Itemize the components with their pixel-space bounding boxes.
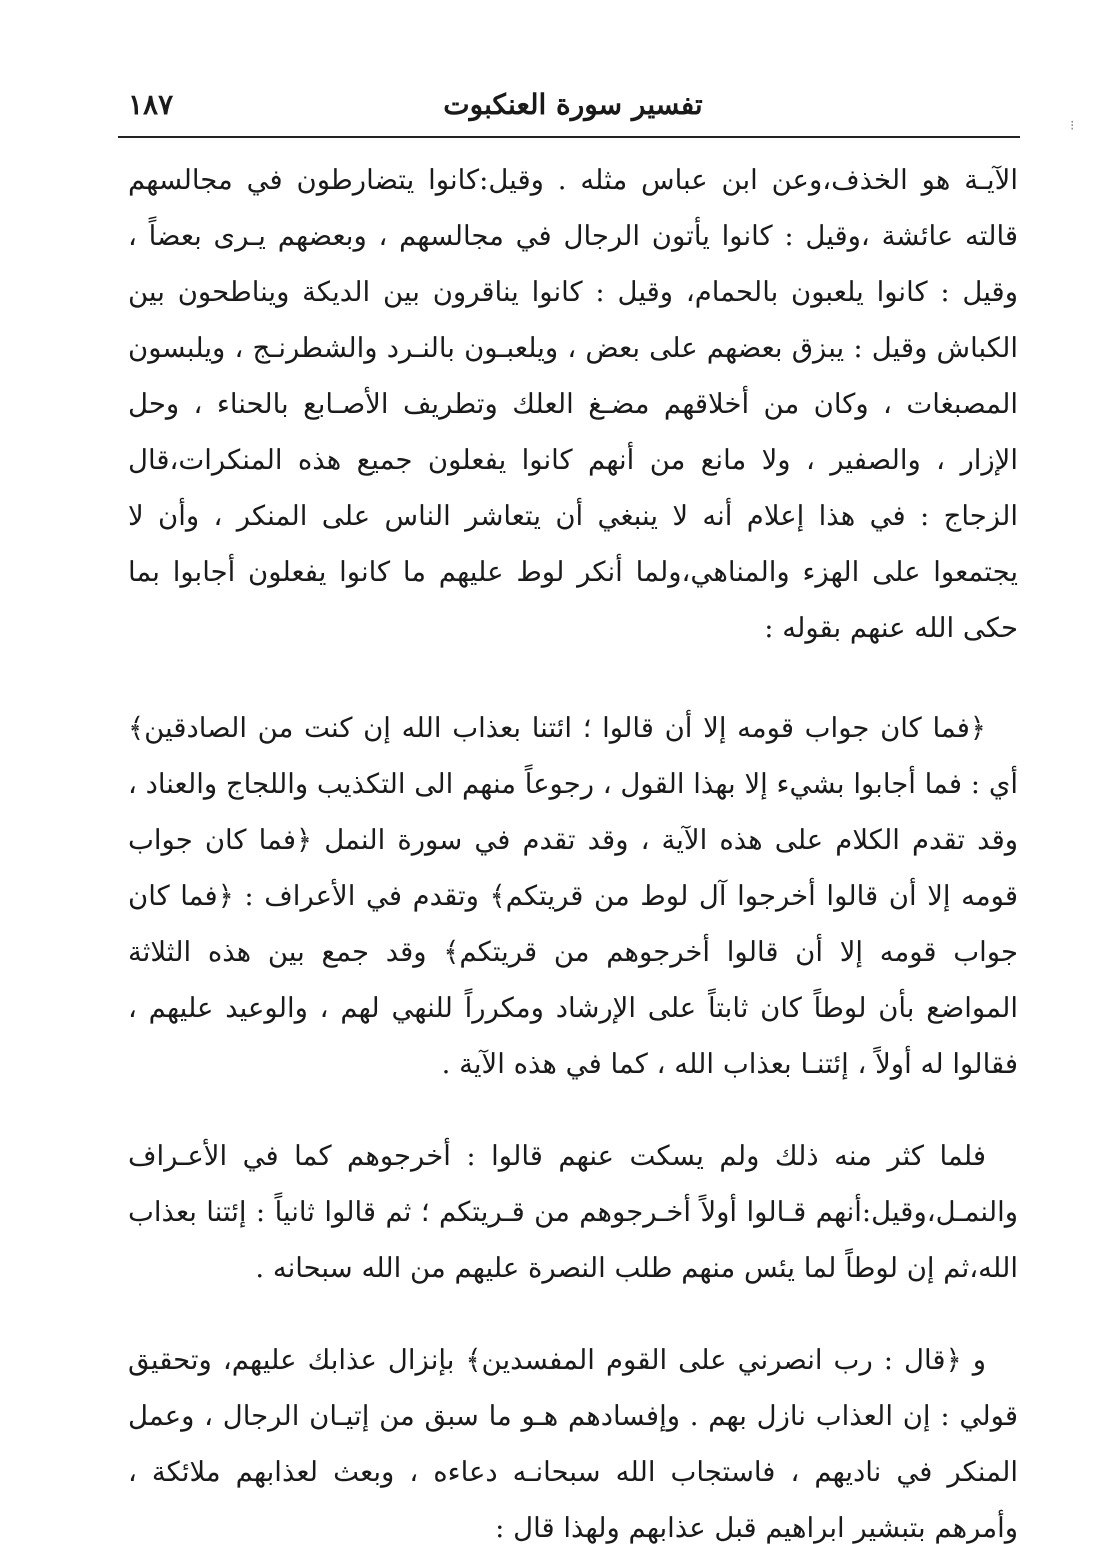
paragraph-3: فلما كثر منه ذلك ولم يسكت عنهم قالوا : أخرجوهم كما في الأعـراف والنمـل،وقيل:أنهم قـالوا أولاً أخـرجوهم من قـريتكم ؛ ثم قالوا ثانياً : إئتنا بعذاب الله،ثم إن لوطاً لما يئس منهم طلب النصرة عليهم من الله سبحانه . [128, 1140, 1018, 1284]
body-text [128, 152, 1018, 1556]
paragraph-gap [128, 656, 1018, 700]
paragraph-1: الآيـة هو الخذف،وعن ابن عباس مثله . وقيل:كانوا يتضارطون في مجالسهم قالته عائشة ،وقيل : كانوا يأتون الرجال في مجالسهم ، وبعضهم يـرى بعضاً ، وقيل : كانوا يلعبون بالحمام، وقيل : كانوا يناقرون بين الديكة ويناطحون بين الكباش وقيل : يبزق بعضهم على بعض ، ويلعبـون بالنـرد والشطرنـج ، ويلبسون المصبغات ، وكان من أخلاقهم مضـغ العلك وتطريف الأصـابع بالحناء ، وحل الإزار ، والصفير ، ولا مانع من أنهم كانوا يفعلون جميع هذه المنكرات،قال الزجاج : في هذا إعلام أنه لا ينبغي أن يتعاشر الناس على المنكر ، وأن لا يجتمعوا على الهزء والمناهي،ولما أنكر لوط عليهم ما كانوا يفعلون أجابوا بما حكى الله عنهم بقوله : [128, 164, 1018, 644]
header-rule [118, 136, 1020, 138]
margin-mark: ⁝ [1070, 118, 1075, 134]
paragraph-4: و ﴿قال : رب انصرني على القوم المفسدين﴾ بإنزال عذابك عليهم، وتحقيق قولي : إن العذاب نازل بهم . وإفسادهم هـو ما سبق من إتيـان الرجال ، وعمل المنكر في ناديهم ، فاستجاب الله سبحانـه دعاءه ، وبعث لعذابهم ملائكة ، وأمرهم بتبشير ابراهيم قبل عذابهم ولهذا قال : [128, 1344, 1018, 1544]
page-header [128, 88, 1018, 134]
paragraph-gap [128, 1296, 1018, 1332]
page-number: ١٨٧ [128, 88, 174, 121]
paragraph-2: ﴿فما كان جواب قومه إلا أن قالوا ؛ ائتنا بعذاب الله إن كنت من الصادقين﴾ أي : فما أجابوا بشيء إلا بهذا القول ، رجوعاً منهم الى التكذيب واللجاج والعناد ، وقد تقدم الكلام على هذه الآية ، وقد تقدم في سورة النمل ﴿فما كان جواب قومه إلا أن قالوا أخرجوا آل لوط من قريتكم﴾ وتقدم في الأعراف : ﴿فما كان جواب قومه إلا أن قالوا أخرجوهم من قريتكم﴾ وقد جمع بين هذه الثلاثة المواضع بأن لوطاً كان ثابتاً على الإرشاد ومكرراً للنهي لهم ، والوعيد عليهم ، فقالوا له أولاً ، إئتنـا بعذاب الله ، كما في هذه الآية . [128, 712, 1018, 1080]
running-title: تفسير سورة العنكبوت [443, 88, 703, 121]
paragraph-gap [128, 1092, 1018, 1128]
